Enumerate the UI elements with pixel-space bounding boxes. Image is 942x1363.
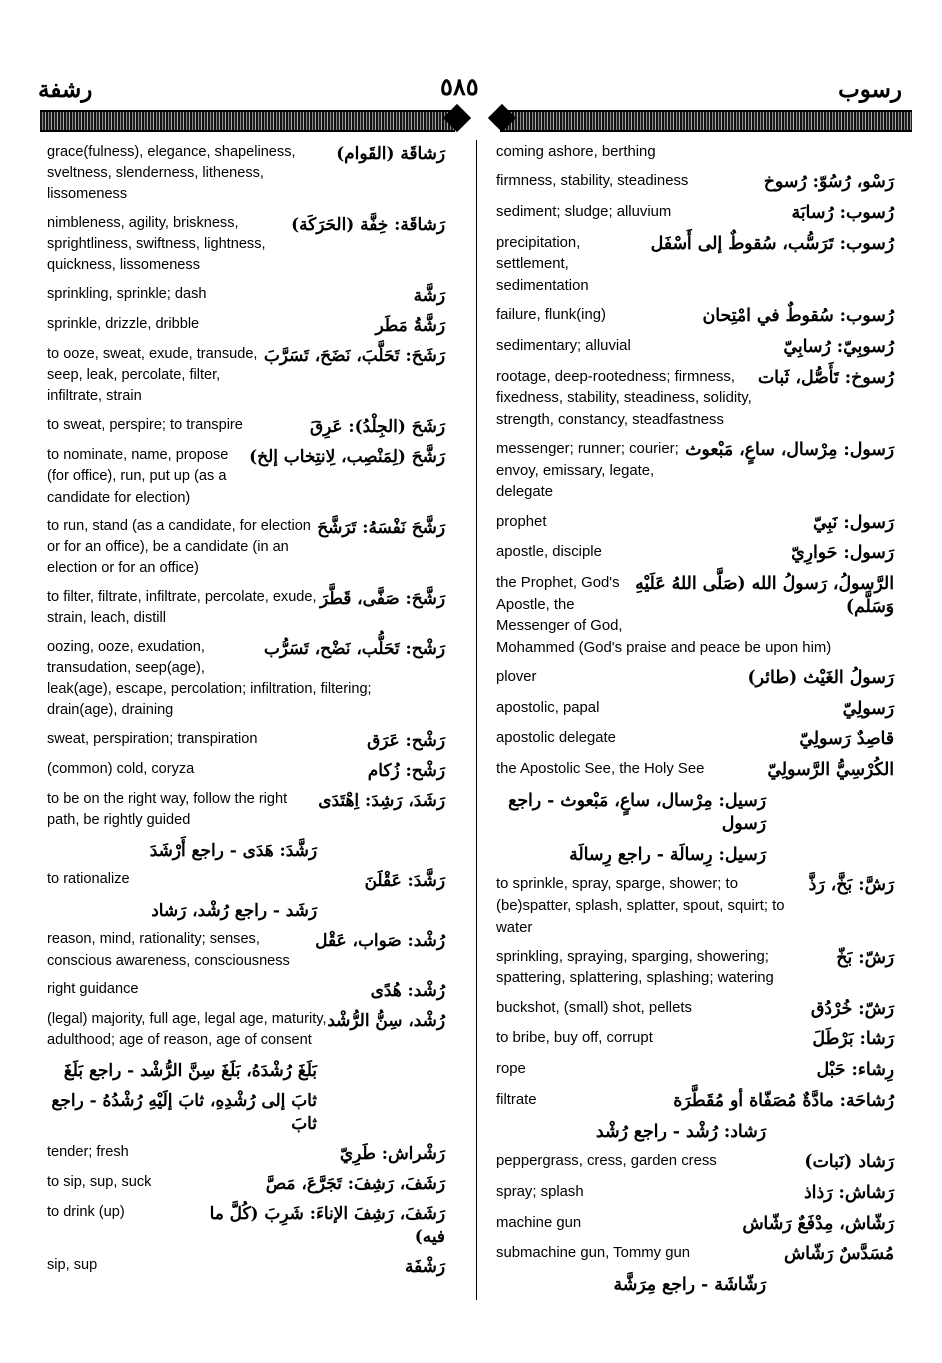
- arabic-headword: الرَّسولُ، رَسولُ الله (صَلَّى اللهُ عَلَيْهِ وَسَلَّم): [635, 573, 894, 617]
- dictionary-entry: [496, 305, 894, 328]
- dictionary-entry: [496, 1243, 894, 1266]
- arabic-headword: رَشَد - راجع رُشْد، رَشاد: [151, 900, 317, 921]
- dictionary-entry: [496, 1059, 894, 1082]
- dictionary-entry: [47, 1059, 445, 1082]
- arabic-headword: رَشَدَ، رَشِدَ: اِهْتَدَى: [318, 790, 445, 811]
- dictionary-entry: [47, 729, 445, 752]
- english-definition: rope: [496, 1061, 526, 1078]
- arabic-headword: رَشّاشَة - راجع مِرَشَّة: [613, 1275, 766, 1296]
- english-definition: to sweat, perspire; to transpire: [47, 417, 243, 434]
- dictionary-entry: [47, 1009, 445, 1051]
- english-definition: apostolic delegate: [496, 730, 616, 747]
- dictionary-entry: [496, 667, 894, 690]
- dictionary-entry: [496, 542, 894, 565]
- dictionary-entry: [496, 1274, 894, 1297]
- arabic-headword: رَشاش: رَذاذ: [803, 1182, 894, 1203]
- dictionary-entry: [496, 439, 894, 504]
- dictionary-entry: [47, 637, 445, 722]
- header-rule-left: [40, 110, 455, 132]
- arabic-headword: رَشَّحَ نَفْسَهُ: تَرَشَّحَ: [317, 517, 445, 538]
- english-definition: sediment; sludge; alluvium: [496, 203, 672, 220]
- english-definition: to nominate, name, propose (for office), run, put up (as a candidate for election): [47, 447, 229, 506]
- arabic-headword: رُشْد، سِنُّ الرُّشْد: [327, 1010, 445, 1031]
- dictionary-entry: [47, 1255, 445, 1278]
- arabic-headword: رِشاء: حَبْل: [816, 1060, 894, 1081]
- right-column: [496, 142, 894, 1305]
- english-definition: sprinkling, sprinkle; dash: [47, 285, 207, 302]
- dictionary-entry: [47, 1202, 445, 1247]
- arabic-headword: رَشَّةُ مَطَر: [375, 315, 445, 336]
- dictionary-entry: [47, 445, 445, 508]
- dictionary-entry: [496, 512, 894, 535]
- arabic-headword: رَسول: نَبِيّ: [812, 512, 894, 533]
- english-definition: to sip, sup, suck: [47, 1173, 152, 1190]
- english-definition: messenger; runner; courier; envoy, emissary, legate, delegate: [496, 441, 679, 501]
- arabic-headword: رَشَّدَ: عَقْلَنَ: [364, 870, 445, 891]
- arabic-headword: بَلَغَ رُشْدَهُ، بَلَغَ سِنَّ الرُّشْد - راجع بَلَغَ: [63, 1060, 317, 1081]
- dictionary-entry: [496, 698, 894, 721]
- dictionary-entry: [496, 171, 894, 194]
- english-definition: coming ashore, berthing: [496, 144, 656, 160]
- english-definition: tender; fresh: [47, 1143, 129, 1160]
- english-definition: filtrate: [496, 1091, 537, 1108]
- english-definition: nimbleness, agility, briskness, sprightliness, swiftness, lightness, quickness, lissomeness: [47, 214, 266, 274]
- english-definition: sip, sup: [47, 1256, 98, 1273]
- english-definition: apostle, disciple: [496, 544, 602, 561]
- english-definition: to run, stand (as a candidate, for election or for an office), be a candidate (in an election or for an office): [47, 518, 311, 577]
- running-head-left: رشفة: [38, 76, 93, 103]
- dictionary-entry: [47, 899, 445, 922]
- arabic-headword: رَشا: بَرْطَلَ: [812, 1029, 894, 1050]
- english-definition: to drink (up): [47, 1203, 125, 1220]
- english-definition: (legal) majority, full age, legal age, maturity, adulthood; age of reason, age of consent: [47, 1011, 327, 1049]
- arabic-headword: رَسولِيّ: [842, 698, 894, 719]
- english-definition: grace(fulness), elegance, shapeliness, sveltness, slenderness, litheness, lissomeness: [47, 144, 296, 203]
- english-definition: peppergrass, cress, garden cress: [496, 1153, 717, 1170]
- dictionary-entry: [47, 314, 445, 337]
- english-definition: right guidance: [47, 981, 139, 998]
- english-definition: to filter, filtrate, infiltrate, percolate, exude, strain, leach, distill: [47, 589, 317, 627]
- arabic-headword: رَشَّحَ: صَفَّى، قَطَّرَ: [320, 588, 445, 609]
- dictionary-entry: [47, 213, 445, 276]
- english-definition: spray; splash: [496, 1183, 584, 1200]
- english-definition: to rationalize: [47, 871, 130, 888]
- arabic-headword: رَشْح: تَحَلُّب، نَضْح، تَسَرُّب: [263, 637, 445, 658]
- arabic-headword: قاصِدٌ رَسولِيّ: [799, 729, 894, 750]
- english-definition: precipitation, settlement, sedimentation: [496, 234, 589, 294]
- english-definition: firmness, stability, steadiness: [496, 173, 689, 190]
- arabic-headword: رَسيل: مِرْسال، ساعٍ، مَبْعوث - راجع رَسول: [508, 790, 766, 834]
- running-head-right: رسوب: [838, 76, 902, 103]
- arabic-headword: رُشْد: هُدًى: [370, 980, 445, 1001]
- english-definition: plover: [496, 668, 537, 685]
- english-definition: failure, flunk(ing): [496, 307, 606, 324]
- english-definition: the Apostolic See, the Holy See: [496, 761, 705, 778]
- arabic-headword: رَشّاش، مِدْفَعٌ رَشّاش: [742, 1213, 894, 1234]
- english-definition: machine gun: [496, 1214, 582, 1231]
- english-definition: to bribe, buy off, corrupt: [496, 1030, 653, 1047]
- arabic-headword: ثابَ إلى رُشْدِهِ، ثابَ إلَيْهِ رُشْدُهُ - راجع ثابَ: [51, 1090, 317, 1133]
- dictionary-entry: [47, 1089, 445, 1134]
- dictionary-entry: [47, 516, 445, 579]
- arabic-headword: رُسوب: سُقوطٌ في امْتِحان: [702, 306, 894, 327]
- arabic-headword: رَشاقَة: خِفَّة (الحَرَكَة): [291, 213, 445, 234]
- english-definition: reason, mind, rationality; senses, conscious awareness, consciousness: [47, 931, 290, 969]
- dictionary-entry: [496, 1121, 894, 1144]
- dictionary-entry: [496, 998, 894, 1021]
- arabic-headword: رَشَّة: [413, 284, 445, 305]
- header-rule-right: [500, 110, 912, 132]
- arabic-headword: رُسوخ: تَأَصُّل، ثَبات: [757, 367, 894, 388]
- dictionary-entry: [47, 1172, 445, 1195]
- arabic-headword: رَشّ: بَخّ: [836, 947, 894, 968]
- arabic-headword: رَشْراش: طَرِيّ: [339, 1142, 445, 1163]
- english-definition: to be on the right way, follow the right path, be rightly guided: [47, 791, 288, 829]
- dictionary-entry: [47, 869, 445, 892]
- arabic-headword: رَسول: حَوارِيّ: [791, 543, 894, 564]
- dictionary-entry: [496, 142, 894, 164]
- arabic-headword: رَشَّ: بَخَّ، رَذَّ: [808, 875, 894, 896]
- dictionary-entry: [47, 344, 445, 407]
- dictionary-entry: [47, 587, 445, 629]
- english-definition: to sprinkle, spray, sparge, shower; to (be)spatter, splash, splatter, spout, squirt; to water: [496, 876, 785, 936]
- dictionary-entry: [496, 336, 894, 359]
- arabic-headword: رَشْفَة: [405, 1255, 445, 1276]
- dictionary-entry: [47, 839, 445, 862]
- arabic-headword: رَشاد (نَبات): [804, 1152, 894, 1173]
- dictionary-entry: [47, 929, 445, 971]
- arabic-headword: رَسولُ الغَيْث (طائر): [747, 667, 894, 688]
- arabic-headword: رُسوبِيّ: رُسابِيّ: [783, 336, 894, 357]
- dictionary-entry: [496, 1028, 894, 1051]
- english-definition: sweat, perspiration; transpiration: [47, 731, 258, 748]
- english-definition: sprinkling, spraying, sparging, showering; spattering, splattering, splashing; watering: [496, 948, 774, 987]
- arabic-headword: رُشاحَة: مادَّةٌ مُصَفّاة أو مُقَطَّرَة: [673, 1090, 894, 1111]
- arabic-headword: رَشْح: عَرَق: [367, 730, 445, 751]
- dictionary-entry: [47, 979, 445, 1002]
- english-definition: (common) cold, coryza: [47, 761, 195, 778]
- english-definition: prophet: [496, 513, 547, 530]
- dictionary-entry: [47, 759, 445, 782]
- english-definition: sedimentary; alluvial: [496, 337, 631, 354]
- page-number: ٥٨٥: [440, 72, 479, 101]
- arabic-headword: رُسوب: تَرَسُّب، سُقوطٌ إلى أَسْفَل: [650, 233, 894, 254]
- dictionary-entry: [496, 790, 894, 836]
- dictionary-entry: [496, 367, 894, 432]
- dictionary-entry: [496, 874, 894, 939]
- arabic-headword: رَشاقَة (القَوام): [336, 143, 445, 163]
- english-definition: submachine gun, Tommy gun: [496, 1245, 691, 1262]
- arabic-headword: رَسول: مِرْسال، ساعٍ، مَبْعوث: [685, 440, 894, 461]
- dictionary-entry: [47, 789, 445, 831]
- arabic-headword: رَشَّدَ: هَدَى - راجع أَرْشَدَ: [149, 840, 317, 861]
- arabic-headword: رَشَحَ: تَحَلَّبَ، نَضَحَ، تَسَرَّبَ: [263, 345, 445, 366]
- dictionary-entry: [496, 759, 894, 782]
- arabic-headword: رُسوب: رُسابَة: [791, 202, 894, 223]
- english-definition: sprinkle, drizzle, dribble: [47, 316, 200, 333]
- english-definition: oozing, ooze, exudation, transudation, seep(age), leak(age), escape, percolation; infiltration, filtering; drain(age), draining: [47, 638, 372, 719]
- dictionary-entry: [47, 415, 445, 438]
- dictionary-entry: [496, 233, 894, 298]
- dictionary-entry: [496, 573, 894, 659]
- english-definition: the Prophet, God's Apostle, the Messenger of God, Mohammed (God's praise and peace be upon him): [496, 574, 832, 656]
- column-divider: [476, 140, 477, 1300]
- arabic-headword: رَسيل: رِسالَة - راجع رِسالَة: [569, 844, 766, 865]
- arabic-headword: رَشَحَ (الجِلْدُ): عَرِقَ: [309, 416, 445, 437]
- dictionary-entry: [496, 1090, 894, 1113]
- left-column: [47, 142, 445, 1285]
- dictionary-entry: [496, 844, 894, 867]
- arabic-headword: رَشْح: زُكام: [367, 760, 445, 781]
- arabic-headword: رَشّ: خُرْدُق: [810, 998, 894, 1019]
- arabic-headword: مُسَدَّسٌ رَشّاش: [784, 1244, 894, 1265]
- dictionary-entry: [47, 284, 445, 307]
- dictionary-entry: [496, 1182, 894, 1205]
- dictionary-entry: [496, 728, 894, 751]
- dictionary-entry: [47, 142, 445, 205]
- dictionary-entry: [496, 1213, 894, 1236]
- arabic-headword: الكُرْسِيُّ الرَّسولِيّ: [767, 760, 894, 781]
- english-definition: to ooze, sweat, exude, transude, seep, leak, percolate, filter, infiltrate, strain: [47, 346, 258, 405]
- dictionary-entry: [47, 1142, 445, 1165]
- arabic-headword: رَشَّحَ (لِمَنْصِب، لِانتِخاب إلخ): [249, 446, 445, 467]
- dictionary-entry: [496, 947, 894, 990]
- arabic-headword: رُشْد: صَواب، عَقْل: [315, 930, 445, 951]
- english-definition: rootage, deep-rootedness; firmness, fixedness, stability, steadiness, solidity, strength, constancy, steadfastness: [496, 368, 752, 428]
- dictionary-entry: [496, 202, 894, 225]
- arabic-headword: رَشَفَ، رَشِفَ: تَجَرَّعَ، مَصَّ: [265, 1172, 445, 1193]
- arabic-headword: رَشاد: رُشْد - راجع رُشْد: [595, 1121, 766, 1142]
- arabic-headword: رَشَفَ، رَشِفَ الإناءَ: شَرِبَ (كُلَّ ما فيه): [209, 1202, 445, 1246]
- arabic-headword: رَسْو، رُسُوّ: رُسوخ: [763, 172, 894, 193]
- english-definition: apostolic, papal: [496, 699, 600, 716]
- english-definition: buckshot, (small) shot, pellets: [496, 999, 692, 1016]
- dictionary-entry: [496, 1151, 894, 1174]
